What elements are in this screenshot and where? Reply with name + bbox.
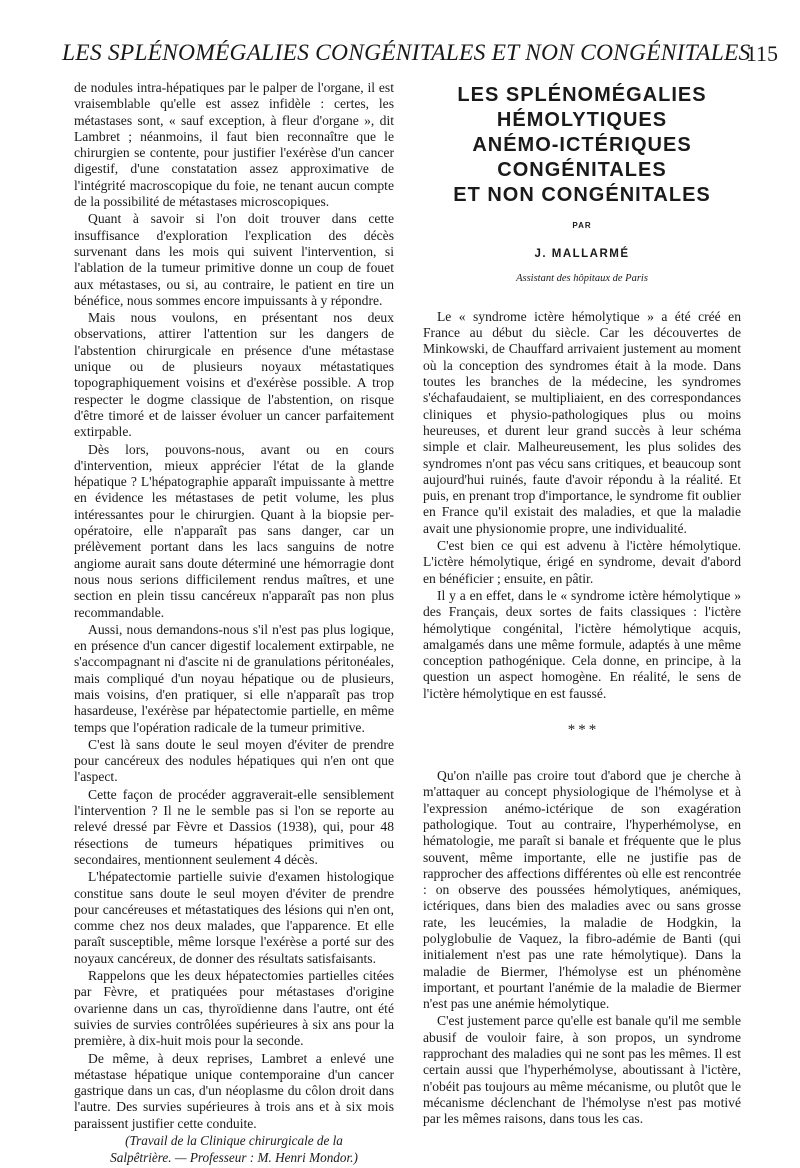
paragraph: Il y a en effet, dans le « syndrome ictère hémolytique » des Français, deux sortes de faits classiques : l'ictère hémolytique congénital, l'ictère hémolytique acquis, amalgamés dans une même formule, adaptés à une même conception pathogénique. Cela donne, en principe, à la question un aspect homogène. En réalité, le sens de l'ictère hémolytique en est faussé. <box>423 587 741 701</box>
paragraph: C'est justement parce qu'elle est banale qu'il me semble abusif de vouloir faire, à son propos, un syndrome rapprochant des maladies qui ne sont pas les mêmes. Il est certain aussi que l'hyperhémolyse, aboutissant à l'ictère, n'obéit pas toujours au même mécanisme, ou plutôt que le mécanisme déclenchant de l'hémolyse n'est pas motivé par les mêmes raisons, dans tous les cas. <box>423 1013 741 1127</box>
paragraph: Cette façon de procéder aggraverait-elle sensiblement l'intervention ? Il ne le semble pas si l'on se reporte au relevé dressé par Fèvre et Dassios (1938), qui, pour 48 résections de tumeurs hépatiques primitives ou secondaires, mentionnent seulement 4 décès. <box>74 786 394 867</box>
paragraph: De même, à deux reprises, Lambret a enlevé une métastase hépatique unique contemporaine d'un cancer gastrique dans un cas, d'un néoplasme du côlon droit dans l'autre. Des survies supérieures à trois ans et à six mois paraissent justifier cette conduite. <box>74 1050 394 1131</box>
paragraph: Le « syndrome ictère hémolytique » a été créé en France au début du siècle. Car les découvertes de Minkowski, de Chauffard arrivaient justement au moment où la conception des syndromes était à la mode. Dans toutes les branches de la médecine, les syndromes s'échafaudaient, se multipliaient, en des correspondances cliniques et physio-pathologiques plus ou moins heureuses, et durent leur grand succès à leur schéma simple et clair. Malheureusement, les plus solides des syndromes n'ont pas vécu sans critiques, et beaucoup sont aujourd'hui ruinés, faute d'avoir répondu à la réalité. Et puis, en prenant trop d'importance, le syndrome fit oublier en France qu'il existait des maladies, et que la maladie avait une physionomie propre, une individualité. <box>423 308 741 536</box>
title-line: ET NON CONGÉNITALES <box>453 184 711 206</box>
author-name: J. MALLARMÉ <box>534 248 630 261</box>
paragraph: L'hépatectomie partielle suivie d'examen histologique constitue sans doute le seul moyen d'éviter de prendre pour cancéreuses et métastatiques des lésions qui n'en ont, comme chez nos deux malades, que l'apparence. Et elle paraît susceptible, même lorsque l'exérèse a porté sur des noyaux cancéreux, de donner des résultats satisfaisants. <box>74 869 394 966</box>
paragraph: Rappelons que les deux hépatectomies partielles citées par Fèvre, et pratiquées pour métastases d'origine ovarienne dans un cas, thyroïdienne dans l'autre, ont été suivies de survies contrôlées supérieures à six ans pour la première, à dix-huit mois pour la seconde. <box>74 968 394 1049</box>
page-number: 115 <box>745 41 778 66</box>
credits-line: Salpêtrière. — Professeur : M. Henri Mondor.) <box>110 1150 358 1166</box>
article-title <box>423 80 741 208</box>
title-line: LES SPLÉNOMÉGALIES <box>457 84 707 106</box>
running-title: LES SPLÉNOMÉGALIES CONGÉNITALES ET NON CONGÉNITALES <box>62 40 751 66</box>
paragraph: Qu'on n'aille pas croire tout d'abord que je cherche à m'attaquer au concept physiologique de l'hémolyse et à l'expression anémo-ictérique de son exagération pathologique. Tout au contraire, l'hyperhémolyse, en hématologie, me paraît si banale et fréquente que le plus souvent, même importante, elle ne justifie pas de rapprocher des affections différentes où elle est rencontrée : on observe des poussées hémolytiques, anémiques, ictériques, dans bien des maladies avec ou sans grosse rate, les leucémies, la maladie de Hodgkin, la polyglobulie de Vaquez, la fibro-adémie de Banti (qui initialement n'est pas une rate hémolytique). Dans la maladie de Biermer, l'hémolyse est un phénomène important, et pourtant l'anémie de la maladie de Biermer n'est pas une anémie hémolytique. <box>423 768 741 1012</box>
paragraph: Aussi, nous demandons-nous s'il n'est pas plus logique, en présence d'un cancer digestif localement extirpable, ne s'accompagnant ni d'ascite ni de granulations péritonéales, mais compliqué d'un noyau hépatique ou de plusieurs, mais voisins, d'en pratiquer, si elle n'apparaît pas trop hasardeuse, l'exérèse par hépatectomie partielle, en même temps que l'opération radicale de la tumeur primitive. <box>74 621 394 735</box>
title-line: ANÉMO-ICTÉRIQUES <box>472 134 692 156</box>
paragraph: de nodules intra-hépatiques par le palper de l'organe, il est vraisemblable qu'elle est assez infidèle : certes, les métastases sont, « sauf exception, à fleur d'organe », dit Lambret ; néanmoins, il faut bien reconnaître que le chirurgien se contente, pour justifier l'exérèse d'un cancer digestif, d'une constatation assez approximative de l'intégrité macroscopique du foie, ne tenant aucun compte de la possibilité de métastases microscopiques. <box>74 80 394 210</box>
paragraph: Mais nous voulons, en présentant nos deux observations, attirer l'attention sur les dangers de l'abstention chirurgicale en présence d'une métastase unique ou de plusieurs noyaux métastatiques topographiquement voisins et d'exérèse possible. A trop respecter le dogme classique de l'abstention, on risque d'être timoré et de laisser évoluer un cancer parfaitement extirpable. <box>74 310 394 440</box>
paragraph: Quant à savoir si l'on doit trouver dans cette insuffisance d'exploration l'explication des décès survenant dans les mois qui suivent l'intervention, si l'ablation de la tumeur primitive donne un coup de fouet aux métastases, ou si, au contraire, le patient en tire un bénéfice, nous sommes encore impuissants à y répondre. <box>74 211 394 308</box>
author-affiliation: Assistant des hôpitaux de Paris <box>516 272 648 284</box>
left-column <box>74 80 394 1168</box>
title-line: CONGÉNITALES <box>497 159 667 181</box>
right-column <box>423 80 741 1129</box>
byline-par: PAR <box>572 221 592 230</box>
title-line: HÉMOLYTIQUES <box>496 109 668 131</box>
running-head <box>62 40 778 80</box>
credits-line: (Travail de la Clinique chirurgicale de la <box>125 1133 343 1148</box>
section-asterism: * * * <box>567 722 597 739</box>
paragraph: C'est bien ce qui est advenu à l'ictère hémolytique. L'ictère hémolytique, érigé en syndrome, devait d'abord en bénéficier ; ensuite, en pâtir. <box>423 538 741 586</box>
paragraph: C'est là sans doute le seul moyen d'éviter de prendre pour cancéreux des nodules hépatiques qui n'en ont que l'aspect. <box>74 736 394 785</box>
paragraph: Dès lors, pouvons-nous, avant ou en cours d'intervention, mieux apprécier l'état de la glande hépatique ? L'hépatographie apparaît impuissante à mettre en évidence les métastases de petit volume, les plus intéressantes pour le chirurgien. Quant à la biopsie per-opératoire, elle n'apparaît pas sans danger, car un prélèvement portant dans les lacs sanguins de notre angiome aurait sans doute déterminé une hémorragie dont nous nous serions difficilement rendus maîtres, et une section en plein tissu cancéreux n'apparaît pas non plus recommandable. <box>74 441 394 620</box>
